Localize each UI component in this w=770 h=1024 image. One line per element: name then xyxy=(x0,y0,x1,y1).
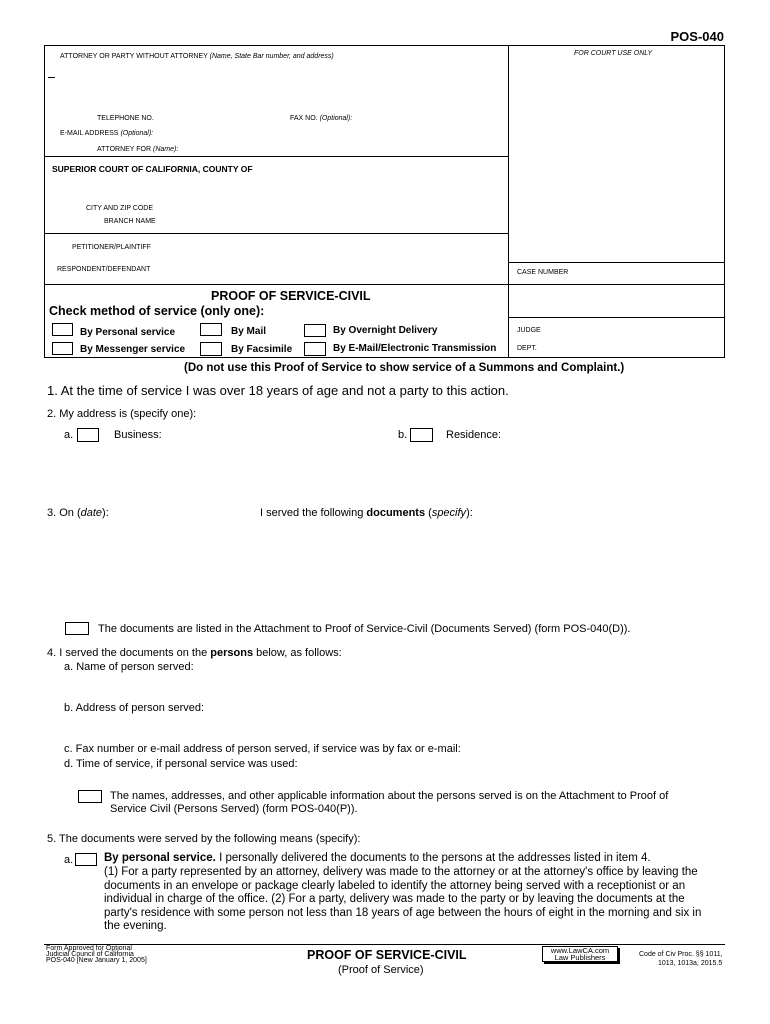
business-checkbox[interactable] xyxy=(77,428,99,442)
attorney-mark xyxy=(48,77,55,78)
branch-label[interactable]: BRANCH NAME xyxy=(104,218,156,225)
email-service-label: By E-Mail/Electronic Transmission xyxy=(333,343,497,354)
court-label[interactable]: SUPERIOR COURT OF CALIFORNIA, COUNTY OF xyxy=(52,164,253,174)
publisher-stamp: www.LawCA.com Law Publishers xyxy=(542,946,618,962)
caption-bottom-border xyxy=(44,357,725,358)
code-citation-1: Code of Civ Proc. §§ 1011, xyxy=(639,951,723,958)
petitioner-label[interactable]: PETITIONER/PLAINTIFF xyxy=(72,244,151,251)
mail-checkbox[interactable] xyxy=(200,323,222,336)
court-section-top xyxy=(44,156,509,157)
personal-means-detail: (1) For a party represented by an attorney, delivery was made to the attorney or at the attorney's office by leaving the documents in an envelope or package clearly labeled to identify the attorney being served with a receptionist or an individual in charge of the office. (2) For a party, delivery was made to the party or by leaving the documents at the party's residence with some person not less than 18 years of age between the hours of eight in the morning and six in the evening. xyxy=(104,866,702,932)
title-section-top xyxy=(44,284,725,285)
telephone-label[interactable]: TELEPHONE NO. xyxy=(97,115,154,122)
documents-attachment-text: The documents are listed in the Attachment to Proof of Service-Civil (Documents Served) (form POS-040(D)). xyxy=(98,623,631,635)
judge-section-top xyxy=(508,317,725,318)
case-number-label[interactable]: CASE NUMBER xyxy=(517,269,569,276)
person-address-label[interactable]: b. Address of person served: xyxy=(64,702,205,714)
form-number: POS-040 xyxy=(670,29,724,44)
footer-title: PROOF OF SERVICE-CIVIL xyxy=(307,948,467,962)
summons-warning: (Do not use this Proof of Service to show service of a Summons and Complaint.) xyxy=(184,362,625,374)
email-service-checkbox[interactable] xyxy=(304,342,326,356)
personal-means-heading: By personal service. I personally delivered the documents to the persons at the addresses listed in item 4. xyxy=(104,852,651,864)
code-citation-2: 1013, 1013a, 2015.5 xyxy=(658,960,723,967)
documents-served-label[interactable]: I served the following documents (specify): xyxy=(260,507,473,519)
attorney-for-label[interactable]: ATTORNEY FOR (Name): xyxy=(97,146,179,153)
footer-subtitle: (Proof of Service) xyxy=(338,964,424,976)
item-2a-letter: a. xyxy=(64,429,74,441)
item-2-label: 2. My address is (specify one): xyxy=(47,408,197,420)
judge-label[interactable]: JUDGE xyxy=(517,327,541,334)
personal-service-checkbox[interactable] xyxy=(52,323,73,336)
caption-top-border xyxy=(44,45,725,46)
item-4-label: 4. I served the documents on the persons below, as follows: xyxy=(47,647,342,659)
item-5a-letter: a. xyxy=(64,854,74,866)
overnight-checkbox[interactable] xyxy=(304,324,326,337)
court-use-divider xyxy=(508,45,509,358)
facsimile-checkbox[interactable] xyxy=(200,342,222,356)
footer-rule xyxy=(44,944,725,945)
mail-label: By Mail xyxy=(231,326,267,337)
residence-checkbox[interactable] xyxy=(410,428,433,442)
form-title: PROOF OF SERVICE-CIVIL xyxy=(211,289,371,303)
personal-service-label: By Personal service xyxy=(80,327,176,338)
email-label[interactable]: E-MAIL ADDRESS (Optional): xyxy=(60,130,154,137)
caption-left-border xyxy=(44,45,45,358)
case-number-top xyxy=(508,262,725,263)
residence-label: Residence: xyxy=(446,429,502,441)
facsimile-label: By Facsimile xyxy=(231,344,293,355)
approval-note: Form Approved for Optional Judicial Council of California POS-040 [New January 1, 2005] xyxy=(46,945,147,964)
persons-attachment-text: The names, addresses, and other applicable information about the persons served is on the Attachment to Proof of Service Civil (Persons Served) (form POS-040(P)). xyxy=(110,790,669,815)
attorney-label: ATTORNEY OR PARTY WITHOUT ATTORNEY (Name, State Bar number, and address) xyxy=(60,53,334,60)
item-5-label: 5. The documents were served by the following means (specify): xyxy=(47,833,361,845)
documents-attachment-checkbox[interactable] xyxy=(65,622,89,635)
fax-label[interactable]: FAX NO. (Optional): xyxy=(290,115,353,122)
service-date-label[interactable]: 3. On (date): xyxy=(47,507,109,519)
item-2b-letter: b. xyxy=(398,429,408,441)
overnight-label: By Overnight Delivery xyxy=(333,325,438,336)
time-of-service-label[interactable]: d. Time of service, if personal service was used: xyxy=(64,758,298,770)
city-zip-label[interactable]: CITY AND ZIP CODE xyxy=(86,205,154,212)
persons-attachment-checkbox[interactable] xyxy=(78,790,102,803)
fax-email-served-label[interactable]: c. Fax number or e-mail address of person served, if service was by fax or e-mail: xyxy=(64,743,461,755)
method-heading: Check method of service (only one): xyxy=(49,304,265,318)
business-label: Business: xyxy=(114,429,162,441)
respondent-label[interactable]: RESPONDENT/DEFENDANT xyxy=(57,266,151,273)
court-use-label: FOR COURT USE ONLY xyxy=(574,50,653,57)
messenger-checkbox[interactable] xyxy=(52,342,73,355)
person-name-label[interactable]: a. Name of person served: xyxy=(64,661,194,673)
caption-right-border xyxy=(724,45,725,358)
messenger-label: By Messenger service xyxy=(80,344,186,355)
personal-means-checkbox[interactable] xyxy=(75,853,97,866)
item-1: 1. At the time of service I was over 18 years of age and not a party to this action. xyxy=(47,383,509,398)
parties-section-top xyxy=(44,233,509,234)
dept-label[interactable]: DEPT. xyxy=(517,345,537,352)
